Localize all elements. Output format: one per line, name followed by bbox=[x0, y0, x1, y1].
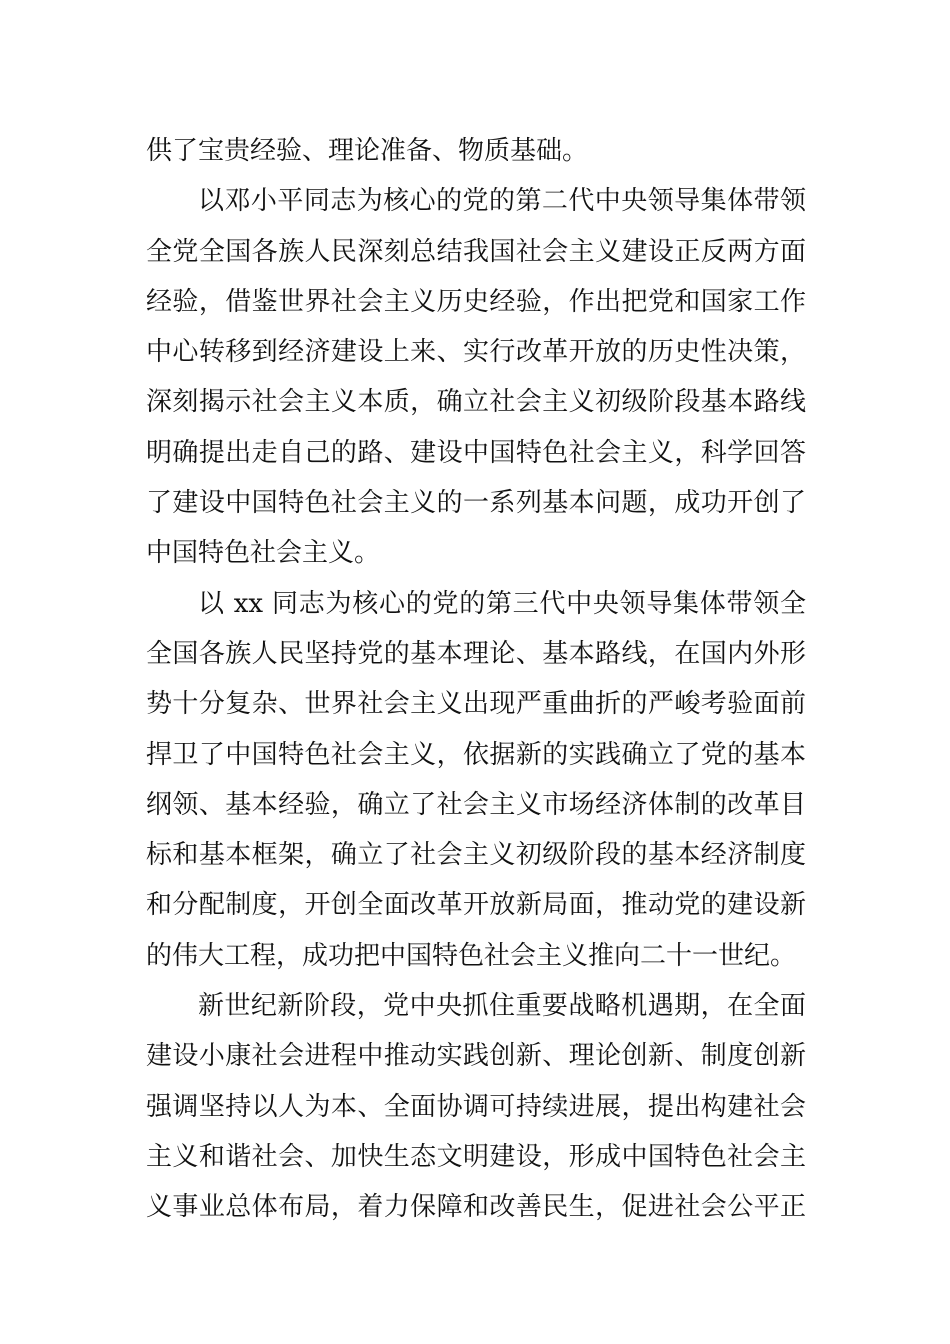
text-line: 中心转移到经济建设上来、实行改革开放的历史性决策， bbox=[146, 337, 806, 368]
document-body bbox=[146, 126, 806, 1233]
text-line: 标和基本框架，确立了社会主义初级阶段的基本经济制度 bbox=[146, 840, 806, 871]
text-line: 的伟大工程，成功把中国特色社会主义推向二十一世纪。 bbox=[146, 940, 797, 971]
text-line: 建设小康社会进程中推动实践创新、理论创新、制度创新 bbox=[146, 1041, 806, 1072]
text-line: 捍卫了中国特色社会主义，依据新的实践确立了党的基本 bbox=[146, 739, 806, 770]
text-line: 和分配制度，开创全面改革开放新局面，推动党的建设新 bbox=[146, 890, 806, 921]
text-line: 义事业总体布局，着力保障和改善民生，促进社会公平正 bbox=[146, 1192, 806, 1223]
text-line: 以 xx 同志为核心的党的第三代中央领导集体带领全 bbox=[198, 588, 806, 619]
text-line: 供了宝贵经验、理论准备、物质基础。 bbox=[146, 136, 589, 166]
text-line: 主义和谐社会、加快生态文明建设，形成中国特色社会主 bbox=[146, 1141, 806, 1172]
text-line: 了建设中国特色社会主义的一系列基本问题，成功开创了 bbox=[146, 488, 806, 519]
text-line: 中国特色社会主义。 bbox=[146, 538, 381, 569]
text-line: 全国各族人民坚持党的基本理论、基本路线，在国内外形 bbox=[146, 638, 806, 669]
text-line: 经验，借鉴世界社会主义历史经验，作出把党和国家工作 bbox=[146, 286, 806, 317]
text-line: 纲领、基本经验，确立了社会主义市场经济体制的改革目 bbox=[146, 789, 806, 820]
text-line: 全党全国各族人民深刻总结我国社会主义建设正反两方面 bbox=[146, 236, 806, 267]
text-line: 明确提出走自己的路、建设中国特色社会主义，科学回答 bbox=[146, 437, 806, 468]
text-line: 新世纪新阶段，党中央抓住重要战略机遇期，在全面 bbox=[198, 991, 806, 1022]
text-line: 强调坚持以人为本、全面协调可持续进展，提出构建社会 bbox=[146, 1091, 806, 1122]
text-line: 深刻揭示社会主义本质，确立社会主义初级阶段基本路线 bbox=[146, 387, 806, 418]
text-line: 势十分复杂、世界社会主义出现严重曲折的严峻考验面前 bbox=[146, 689, 806, 720]
text-line: 以邓小平同志为核心的党的第二代中央领导集体带领 bbox=[198, 186, 806, 217]
